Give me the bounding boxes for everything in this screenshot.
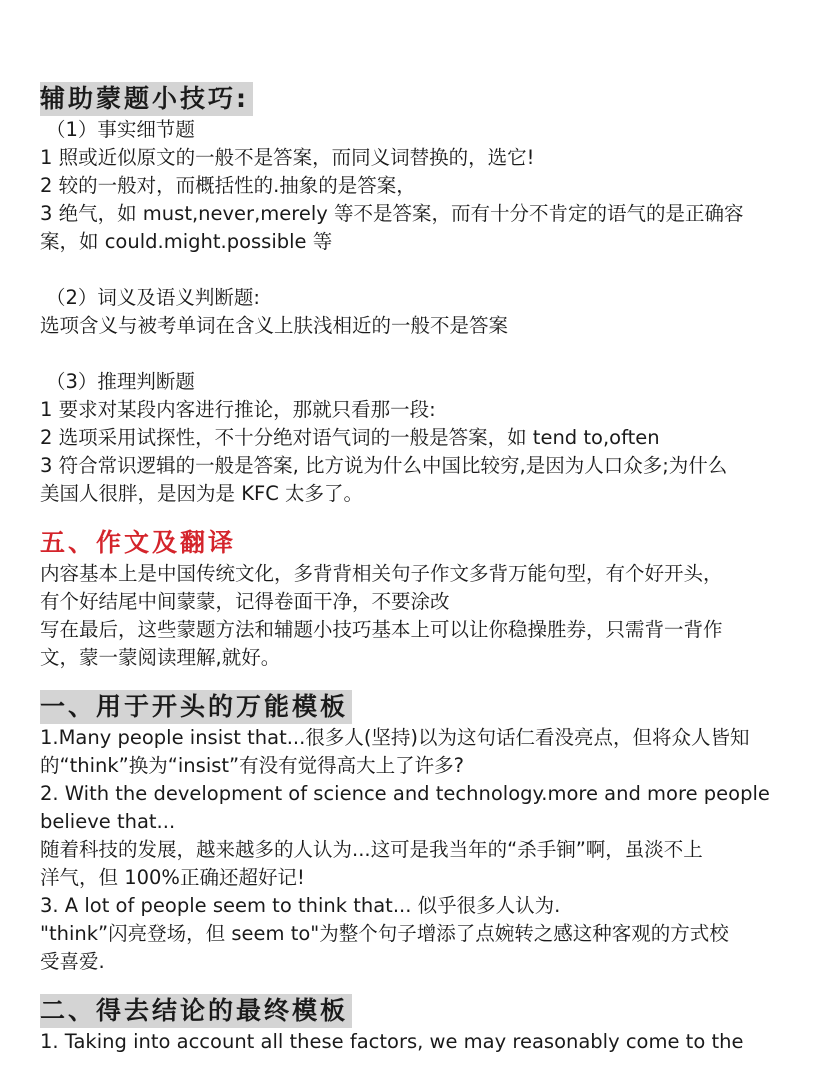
text-line: 受喜爱.	[40, 950, 105, 973]
text-line: 写在最后，这些蒙题方法和辅题小技巧基本上可以让你稳操胜券，只需背一背作	[40, 618, 723, 641]
document-page	[40, 82, 785, 1056]
tips-title: 辅助蒙题小技巧:	[40, 82, 253, 116]
text-line: believe that...	[40, 810, 176, 833]
text-line: 案，如 could.might.possible 等	[40, 230, 333, 253]
section-heading: （1）事实细节题	[46, 118, 195, 141]
text-line: 2 较的一般对，而概括性的.抽象的是答案，	[40, 174, 416, 197]
text-line: 随着科技的发展，越来越多的人认为...这可是我当年的“杀手锏”啊，虽淡不上	[40, 838, 703, 861]
opening-title: 一、用于开头的万能模板	[40, 690, 352, 724]
text-line: 1 要求对某段内客进行推论，那就只看那一段:	[40, 398, 436, 421]
tips-section-fact	[40, 116, 785, 256]
conclusion-section	[40, 994, 785, 1056]
section-heading: （3）推理判断题	[46, 370, 195, 393]
text-line: 1. Taking into account all these factors, we may reasonably come to the	[40, 1030, 744, 1053]
conclusion-title: 二、得去结论的最终模板	[40, 994, 352, 1028]
writing-section	[40, 526, 785, 672]
text-line: 3 符合常识逻辑的一般是答案, 比方说为什么中国比较穷,是因为人口众多;为什么	[40, 454, 728, 477]
tips-section-vocab	[40, 284, 785, 340]
opening-section	[40, 690, 785, 976]
tips-section-inference	[40, 368, 785, 508]
text-line: 3. A lot of people seem to think that... 似乎很多人认为.	[40, 894, 561, 917]
text-line: 1 照或近似原文的一般不是答案，而同义词替换的，选它!	[40, 146, 535, 169]
text-line: 有个好结尾中间蒙蒙，记得卷面干净，不要涂改	[40, 590, 450, 613]
writing-title: 五、作文及翻译	[40, 528, 237, 557]
text-line: 的“think”换为“insist”有没有觉得高大上了许多?	[40, 754, 464, 777]
section-heading: （2）词义及语义判断题:	[46, 286, 260, 309]
text-line: 洋气，但 100%正确还超好记!	[40, 866, 305, 889]
text-line: 1.Many people insist that...很多人(坚持)以为这句话仁看没亮点，但将众人皆知	[40, 726, 750, 749]
text-line: 内容基本上是中国传统文化，多背背相关句子作文多背万能句型，有个好开头，	[40, 562, 723, 585]
text-line: 2 选项采用试探性，不十分绝对语气词的一般是答案，如 tend to,often	[40, 426, 660, 449]
text-line: 文，蒙一蒙阅读理解,就好。	[40, 646, 281, 669]
text-line: 选项含义与被考单词在含义上肤浅相近的一般不是答案	[40, 314, 509, 337]
text-line: 美国人很胖，是因为是 KFC 太多了。	[40, 482, 364, 505]
text-line: "think”闪亮登场，但 seem to"为整个句子增添了点婉转之感这种客观的方式校	[40, 922, 729, 945]
text-line: 2. With the development of science and technology.more and more people	[40, 782, 770, 805]
text-line: 3 绝气，如 must,never,merely 等不是答案，而有十分不肯定的语气的是正确容	[40, 202, 744, 225]
